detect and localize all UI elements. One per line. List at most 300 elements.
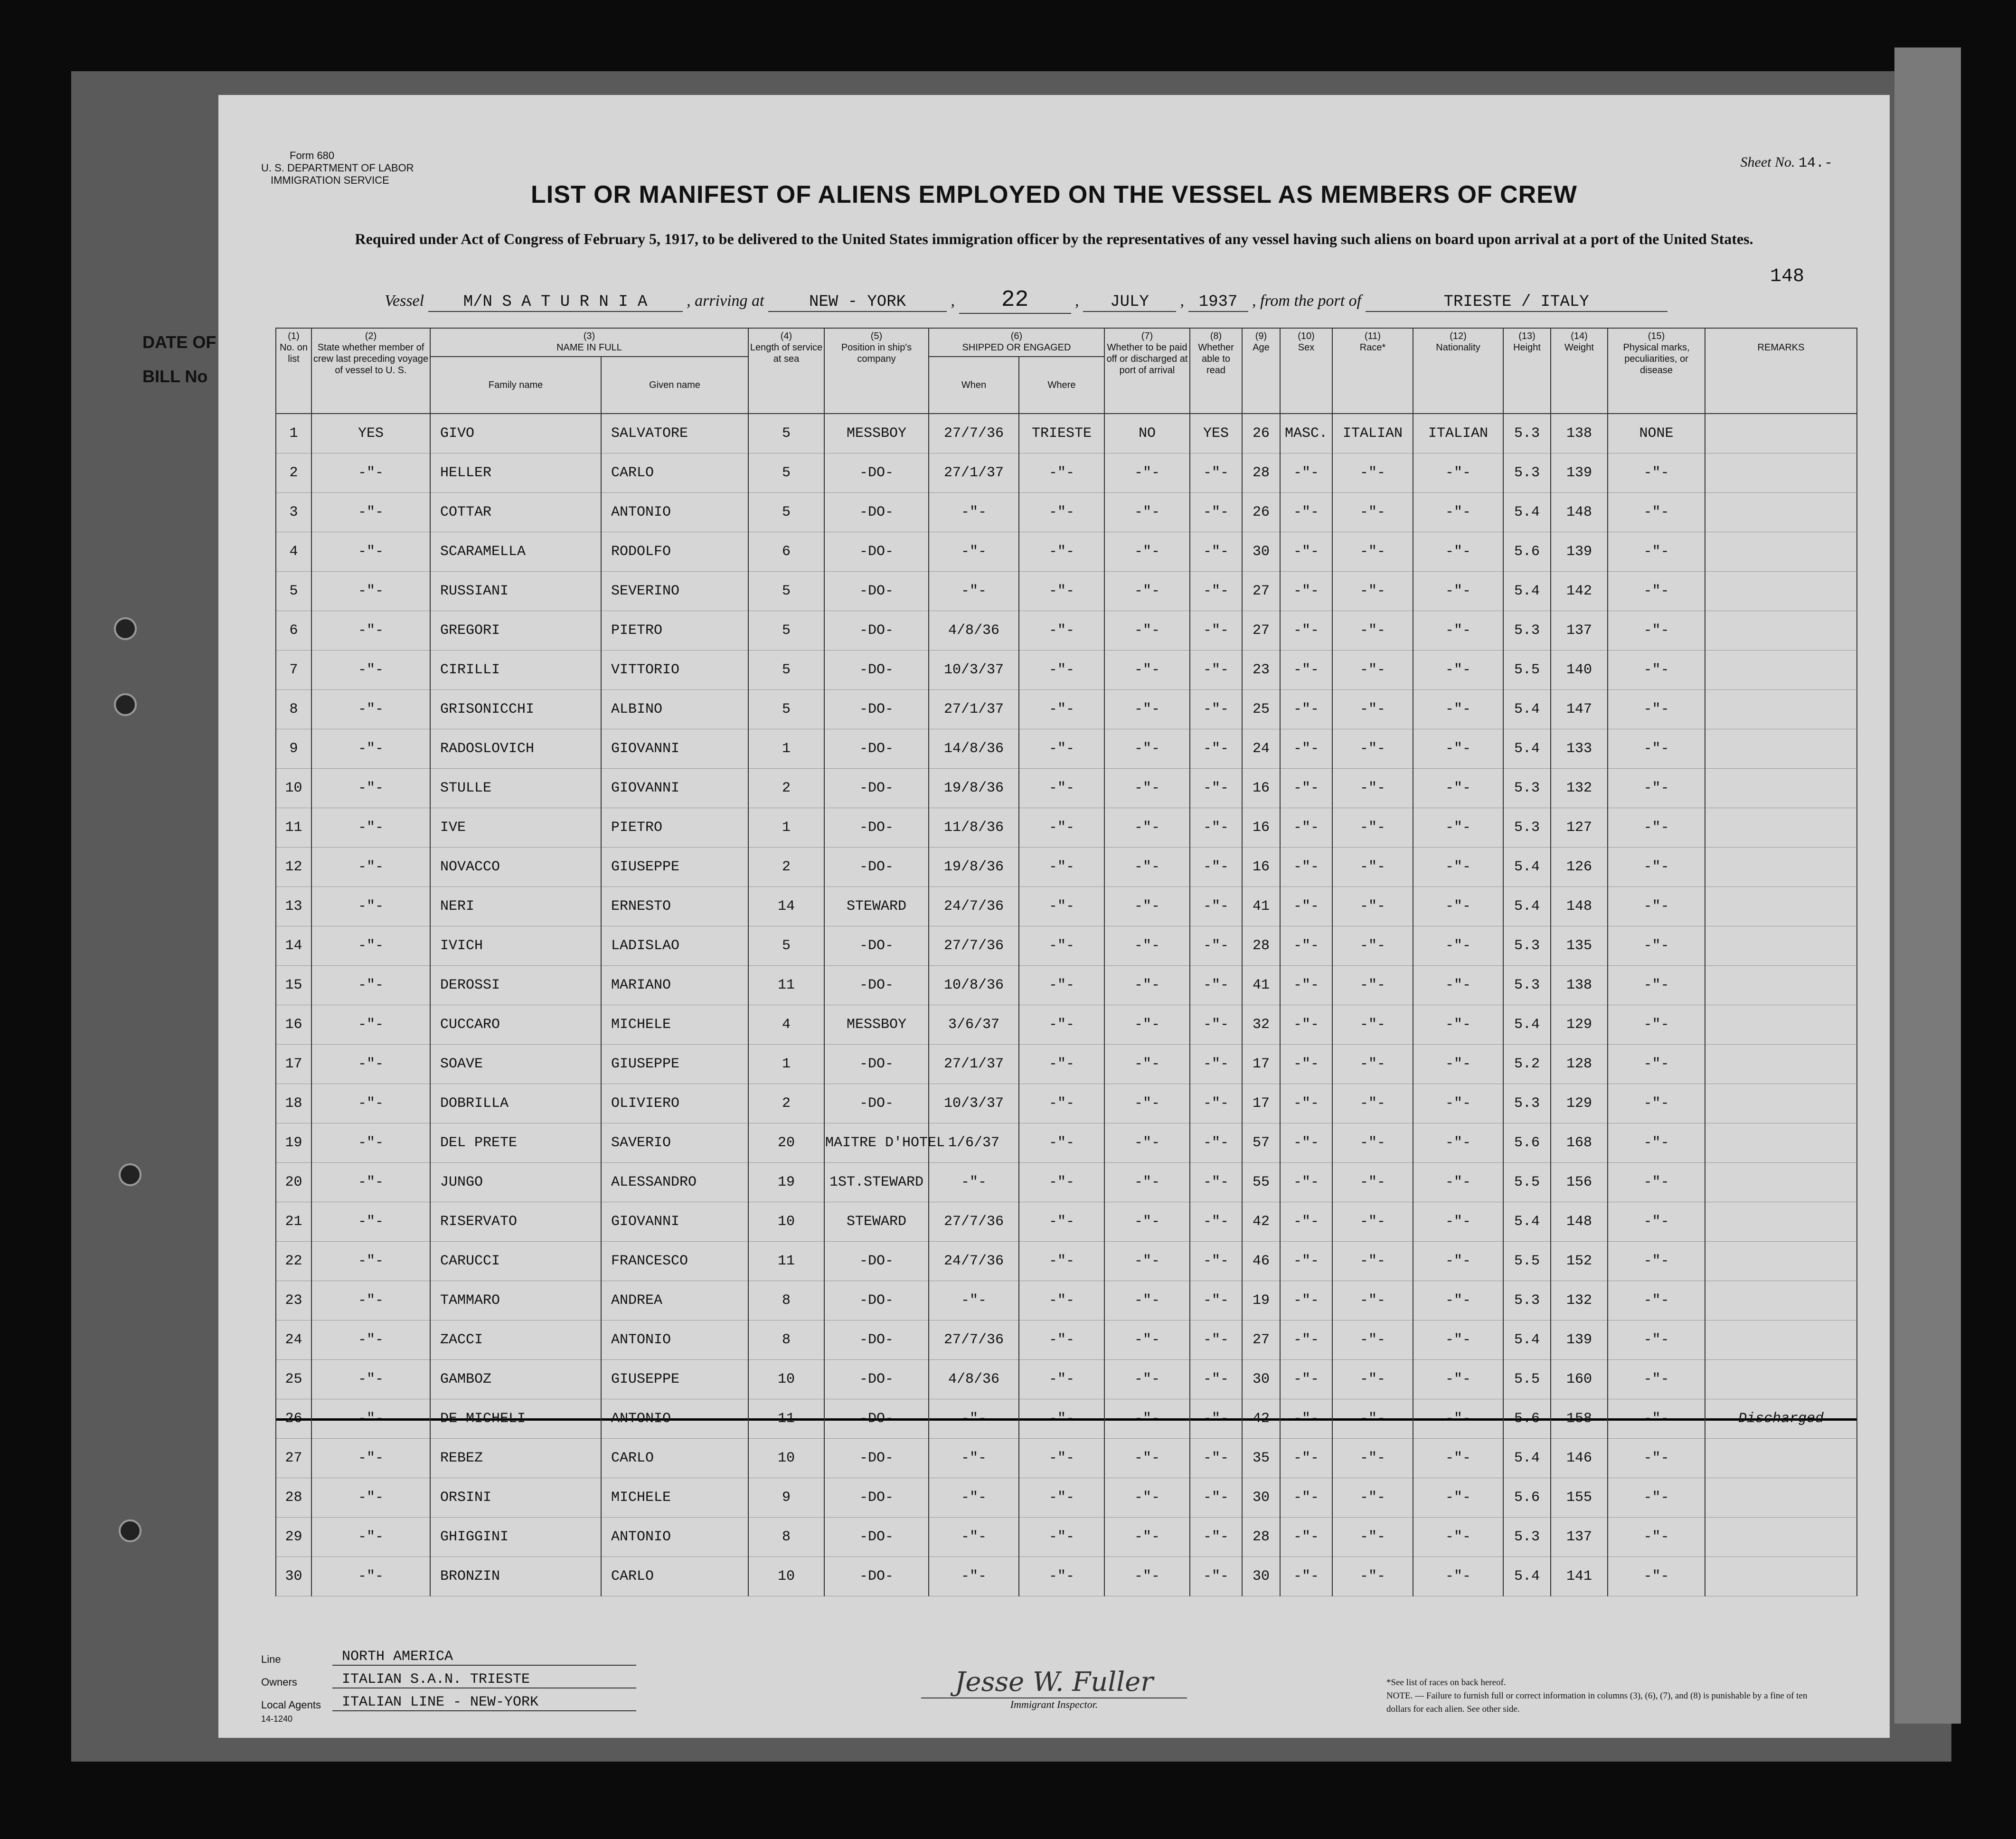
table-row: [276, 414, 1857, 453]
cell-nationality: -"-: [1413, 532, 1503, 572]
cell-sex: -"-: [1280, 690, 1332, 729]
cell-able-to-read: -"-: [1190, 1360, 1242, 1399]
manifest-sheet: [218, 95, 1890, 1738]
cell-length-of-service: 5: [748, 453, 824, 493]
cell-race: -"-: [1332, 690, 1413, 729]
cell-age: 30: [1242, 532, 1280, 572]
vessel-label: Vessel: [385, 292, 424, 310]
cell-paid-off: -"-: [1104, 729, 1190, 769]
cell-physical-marks: -"-: [1608, 1439, 1705, 1478]
cell-length-of-service: 10: [748, 1439, 824, 1478]
cell-position: -DO-: [824, 572, 929, 611]
footnote-races: *See list of races on back hereof.: [1386, 1678, 1506, 1688]
cell-previous-voyage: -"-: [311, 1399, 430, 1439]
cell-shipped-where: -"-: [1019, 966, 1104, 1005]
cell-height: 5.4: [1503, 493, 1551, 532]
cell-nationality: -"-: [1413, 887, 1503, 926]
cell-given-name: ANTONIO: [601, 493, 748, 532]
page-subtitle: Required under Act of Congress of February 5, 1917, to be delivered to the United States immigration officer by the representatives of any vessel having such aliens on board upon arrival at a port of the United States.: [355, 230, 1753, 247]
cell-physical-marks: -"-: [1608, 887, 1705, 926]
sheet-number-label: Sheet No.: [1740, 154, 1795, 170]
cell-nationality: -"-: [1413, 1557, 1503, 1596]
cell-position: -DO-: [824, 1242, 929, 1281]
cell-family-name: GAMBOZ: [430, 1360, 601, 1399]
cell-remarks: [1705, 887, 1857, 926]
cell-nationality: -"-: [1413, 729, 1503, 769]
cell-shipped-when: 11/8/36: [929, 808, 1019, 848]
cell-nationality: -"-: [1413, 769, 1503, 808]
cell-shipped-when: 19/8/36: [929, 848, 1019, 887]
cell-height: 5.4: [1503, 1320, 1551, 1360]
cell-able-to-read: -"-: [1190, 848, 1242, 887]
cell-paid-off: -"-: [1104, 1320, 1190, 1360]
cell-previous-voyage: -"-: [311, 690, 430, 729]
cell-position: STEWARD: [824, 1202, 929, 1242]
cell-height: 5.4: [1503, 690, 1551, 729]
col-remarks-header: REMARKS: [1705, 328, 1857, 414]
table-row: [276, 572, 1857, 611]
cell-shipped-where: -"-: [1019, 808, 1104, 848]
cell-paid-off: -"-: [1104, 848, 1190, 887]
table-row: [276, 532, 1857, 572]
binder-hole: [114, 617, 137, 640]
cell-sex: -"-: [1280, 1360, 1332, 1399]
cell-paid-off: -"-: [1104, 1281, 1190, 1320]
cell-position: -DO-: [824, 729, 929, 769]
cell-previous-voyage: -"-: [311, 1518, 430, 1557]
cell-weight: 139: [1551, 532, 1608, 572]
cell-sex: MASC.: [1280, 414, 1332, 453]
cell-age: 30: [1242, 1557, 1280, 1596]
cell-sex: -"-: [1280, 1518, 1332, 1557]
cell-family-name: GRISONICCHI: [430, 690, 601, 729]
cell-remarks: [1705, 1360, 1857, 1399]
cell-able-to-read: -"-: [1190, 493, 1242, 532]
table-row: [276, 1557, 1857, 1596]
cell-physical-marks: -"-: [1608, 611, 1705, 651]
cell-physical-marks: -"-: [1608, 1518, 1705, 1557]
cell-remarks: Discharged: [1705, 1399, 1857, 1439]
cell-race: -"-: [1332, 887, 1413, 926]
cell-race: -"-: [1332, 1163, 1413, 1202]
cell-physical-marks: -"-: [1608, 769, 1705, 808]
cell-age: 27: [1242, 572, 1280, 611]
cell-shipped-where: -"-: [1019, 769, 1104, 808]
cell-shipped-when: 19/8/36: [929, 769, 1019, 808]
cell-height: 5.4: [1503, 1005, 1551, 1045]
cell-height: 5.3: [1503, 1084, 1551, 1123]
cell-previous-voyage: -"-: [311, 1281, 430, 1320]
from-port: TRIESTE / ITALY: [1366, 293, 1667, 312]
cell-able-to-read: -"-: [1190, 453, 1242, 493]
table-row: [276, 1123, 1857, 1163]
cell-given-name: LADISLAO: [601, 926, 748, 966]
cell-physical-marks: -"-: [1608, 1281, 1705, 1320]
cell-nationality: -"-: [1413, 1320, 1503, 1360]
cell-weight: 138: [1551, 414, 1608, 453]
cell-sex: -"-: [1280, 808, 1332, 848]
cell-age: 41: [1242, 966, 1280, 1005]
cell-weight: 140: [1551, 651, 1608, 690]
cell-position: MESSBOY: [824, 1005, 929, 1045]
cell-length-of-service: 4: [748, 1005, 824, 1045]
cell-shipped-when: -"-: [929, 1281, 1019, 1320]
cell-nationality: -"-: [1413, 1242, 1503, 1281]
table-row: [276, 1163, 1857, 1202]
cell-previous-voyage: -"-: [311, 453, 430, 493]
col-age-header: (9) Age: [1242, 328, 1280, 414]
cell-position: -DO-: [824, 651, 929, 690]
table-row: [276, 1202, 1857, 1242]
cell-nationality: -"-: [1413, 1123, 1503, 1163]
cell-height: 5.2: [1503, 1045, 1551, 1084]
cell-weight: 129: [1551, 1005, 1608, 1045]
cell-given-name: ANTONIO: [601, 1320, 748, 1360]
cell-family-name: CARUCCI: [430, 1242, 601, 1281]
cell-age: 23: [1242, 651, 1280, 690]
table-row: [276, 611, 1857, 651]
col-nationality-header: (12) Nationality: [1413, 328, 1503, 414]
cell-length-of-service: 10: [748, 1360, 824, 1399]
cell-shipped-where: -"-: [1019, 1005, 1104, 1045]
cell-race: -"-: [1332, 651, 1413, 690]
cell-height: 5.6: [1503, 1399, 1551, 1439]
table-row: [276, 887, 1857, 926]
cell-remarks: [1705, 1281, 1857, 1320]
cell-remarks: [1705, 848, 1857, 887]
cell-previous-voyage: -"-: [311, 1163, 430, 1202]
cell-able-to-read: -"-: [1190, 690, 1242, 729]
cell-row-number: 9: [276, 729, 311, 769]
cell-weight: 139: [1551, 453, 1608, 493]
cell-nationality: -"-: [1413, 1439, 1503, 1478]
cell-previous-voyage: -"-: [311, 966, 430, 1005]
cell-age: 25: [1242, 690, 1280, 729]
table-row: [276, 493, 1857, 532]
cell-length-of-service: 10: [748, 1202, 824, 1242]
cell-previous-voyage: -"-: [311, 493, 430, 532]
cell-physical-marks: NONE: [1608, 414, 1705, 453]
cell-race: -"-: [1332, 1005, 1413, 1045]
cell-paid-off: -"-: [1104, 1242, 1190, 1281]
cell-row-number: 24: [276, 1320, 311, 1360]
cell-family-name: GIVO: [430, 414, 601, 453]
cell-paid-off: NO: [1104, 414, 1190, 453]
cell-previous-voyage: -"-: [311, 572, 430, 611]
cell-family-name: IVE: [430, 808, 601, 848]
cell-able-to-read: -"-: [1190, 1557, 1242, 1596]
cell-row-number: 22: [276, 1242, 311, 1281]
cell-nationality: ITALIAN: [1413, 414, 1503, 453]
cell-length-of-service: 20: [748, 1123, 824, 1163]
cell-row-number: 20: [276, 1163, 311, 1202]
cell-weight: 147: [1551, 690, 1608, 729]
cell-family-name: CIRILLI: [430, 651, 601, 690]
cell-weight: 146: [1551, 1439, 1608, 1478]
table-row: [276, 1360, 1857, 1399]
cell-able-to-read: -"-: [1190, 1123, 1242, 1163]
cell-sex: -"-: [1280, 493, 1332, 532]
cell-family-name: HELLER: [430, 453, 601, 493]
cell-nationality: -"-: [1413, 453, 1503, 493]
cell-race: -"-: [1332, 493, 1413, 532]
cell-nationality: -"-: [1413, 848, 1503, 887]
cell-race: -"-: [1332, 572, 1413, 611]
cell-nationality: -"-: [1413, 966, 1503, 1005]
footnotes: [1386, 1676, 1814, 1716]
cell-race: -"-: [1332, 808, 1413, 848]
cell-remarks: [1705, 966, 1857, 1005]
cell-remarks: [1705, 1123, 1857, 1163]
cell-race: -"-: [1332, 1478, 1413, 1518]
cell-paid-off: -"-: [1104, 453, 1190, 493]
cell-shipped-where: -"-: [1019, 1045, 1104, 1084]
cell-physical-marks: -"-: [1608, 1084, 1705, 1123]
cell-weight: 158: [1551, 1399, 1608, 1439]
cell-weight: 126: [1551, 848, 1608, 887]
cell-length-of-service: 5: [748, 414, 824, 453]
cell-given-name: GIUSEPPE: [601, 1360, 748, 1399]
cell-height: 5.4: [1503, 887, 1551, 926]
cell-shipped-where: TRIESTE: [1019, 414, 1104, 453]
cell-height: 5.3: [1503, 414, 1551, 453]
cell-weight: 133: [1551, 729, 1608, 769]
cell-age: 27: [1242, 1320, 1280, 1360]
agents-value: ITALIAN LINE - NEW-YORK: [332, 1694, 636, 1711]
cell-given-name: MICHELE: [601, 1478, 748, 1518]
cell-length-of-service: 2: [748, 1084, 824, 1123]
cell-previous-voyage: -"-: [311, 1084, 430, 1123]
cell-shipped-when: -"-: [929, 1439, 1019, 1478]
cell-race: -"-: [1332, 1360, 1413, 1399]
cell-length-of-service: 5: [748, 493, 824, 532]
cell-row-number: 29: [276, 1518, 311, 1557]
cell-sex: -"-: [1280, 651, 1332, 690]
cell-remarks: [1705, 808, 1857, 848]
cell-height: 5.4: [1503, 1202, 1551, 1242]
col-height-header: (13) Height: [1503, 328, 1551, 414]
cell-sex: -"-: [1280, 1557, 1332, 1596]
cell-row-number: 3: [276, 493, 311, 532]
cell-family-name: SOAVE: [430, 1045, 601, 1084]
cell-age: 26: [1242, 414, 1280, 453]
cell-length-of-service: 5: [748, 651, 824, 690]
cell-sex: -"-: [1280, 1439, 1332, 1478]
cell-remarks: [1705, 414, 1857, 453]
col-previous-voyage-header: (2) State whether member of crew last preceding voyage of vessel to U. S.: [311, 328, 430, 414]
cell-shipped-where: -"-: [1019, 453, 1104, 493]
cell-weight: 137: [1551, 611, 1608, 651]
agents-label: Local Agents: [261, 1699, 321, 1711]
col-when-header: When: [929, 357, 1019, 414]
cell-given-name: GIOVANNI: [601, 1202, 748, 1242]
cell-age: 28: [1242, 1518, 1280, 1557]
cell-shipped-when: 4/8/36: [929, 1360, 1019, 1399]
cell-weight: 135: [1551, 926, 1608, 966]
cell-physical-marks: -"-: [1608, 848, 1705, 887]
cell-family-name: NERI: [430, 887, 601, 926]
cell-row-number: 2: [276, 453, 311, 493]
cell-race: -"-: [1332, 966, 1413, 1005]
cell-shipped-where: -"-: [1019, 651, 1104, 690]
cell-family-name: GHIGGINI: [430, 1518, 601, 1557]
cell-weight: 132: [1551, 769, 1608, 808]
cell-weight: 155: [1551, 1478, 1608, 1518]
cell-given-name: ANTONIO: [601, 1399, 748, 1439]
table-row: [276, 1518, 1857, 1557]
cell-shipped-when: -"-: [929, 1518, 1019, 1557]
cell-row-number: 17: [276, 1045, 311, 1084]
table-row: [276, 1320, 1857, 1360]
footer-fields: [261, 1643, 636, 1724]
cell-shipped-where: -"-: [1019, 1478, 1104, 1518]
sheet-number-value: 14.-: [1798, 155, 1833, 171]
cell-weight: 128: [1551, 1045, 1608, 1084]
col-marks-header: (15) Physical marks, peculiarities, or disease: [1608, 328, 1705, 414]
cell-given-name: ALESSANDRO: [601, 1163, 748, 1202]
cell-race: -"-: [1332, 453, 1413, 493]
cell-paid-off: -"-: [1104, 690, 1190, 729]
cell-position: -DO-: [824, 926, 929, 966]
cell-shipped-where: -"-: [1019, 1320, 1104, 1360]
cell-sex: -"-: [1280, 453, 1332, 493]
cell-height: 5.3: [1503, 808, 1551, 848]
cell-paid-off: -"-: [1104, 611, 1190, 651]
cell-able-to-read: -"-: [1190, 572, 1242, 611]
cell-race: -"-: [1332, 1123, 1413, 1163]
cell-sex: -"-: [1280, 1320, 1332, 1360]
cell-nationality: -"-: [1413, 808, 1503, 848]
col-given-name-header: Given name: [601, 357, 748, 414]
cell-race: -"-: [1332, 1084, 1413, 1123]
table-row: [276, 729, 1857, 769]
cell-nationality: -"-: [1413, 1281, 1503, 1320]
arriving-port: NEW - YORK: [768, 293, 947, 312]
cell-height: 5.5: [1503, 1242, 1551, 1281]
cell-paid-off: -"-: [1104, 1478, 1190, 1518]
cell-paid-off: -"-: [1104, 651, 1190, 690]
cell-physical-marks: -"-: [1608, 1163, 1705, 1202]
cell-able-to-read: -"-: [1190, 1163, 1242, 1202]
cell-family-name: REBEZ: [430, 1439, 601, 1478]
cell-paid-off: -"-: [1104, 572, 1190, 611]
cell-able-to-read: -"-: [1190, 966, 1242, 1005]
cell-shipped-where: -"-: [1019, 572, 1104, 611]
cell-length-of-service: 9: [748, 1478, 824, 1518]
table-row: [276, 1439, 1857, 1478]
cell-row-number: 11: [276, 808, 311, 848]
cell-age: 28: [1242, 926, 1280, 966]
cell-row-number: 23: [276, 1281, 311, 1320]
cell-sex: -"-: [1280, 1163, 1332, 1202]
cell-able-to-read: -"-: [1190, 1399, 1242, 1439]
cell-position: -DO-: [824, 1478, 929, 1518]
cell-height: 5.5: [1503, 1163, 1551, 1202]
cell-given-name: ERNESTO: [601, 887, 748, 926]
cell-row-number: 21: [276, 1202, 311, 1242]
col-position-header: (5) Position in ship's company: [824, 328, 929, 414]
cell-shipped-when: 4/8/36: [929, 611, 1019, 651]
cell-row-number: 15: [276, 966, 311, 1005]
cell-weight: 168: [1551, 1123, 1608, 1163]
cell-sex: -"-: [1280, 769, 1332, 808]
cell-race: -"-: [1332, 1242, 1413, 1281]
col-family-name-header: Family name: [430, 357, 601, 414]
cell-shipped-where: -"-: [1019, 729, 1104, 769]
table-row: [276, 651, 1857, 690]
cell-family-name: NOVACCO: [430, 848, 601, 887]
cell-age: 17: [1242, 1084, 1280, 1123]
cell-family-name: DE MICHELI: [430, 1399, 601, 1439]
cell-paid-off: -"-: [1104, 808, 1190, 848]
cell-paid-off: -"-: [1104, 532, 1190, 572]
cell-remarks: [1705, 611, 1857, 651]
cell-row-number: 7: [276, 651, 311, 690]
cell-row-number: 25: [276, 1360, 311, 1399]
cell-remarks: [1705, 690, 1857, 729]
cell-shipped-when: 10/8/36: [929, 966, 1019, 1005]
backing-board-edge: [1894, 47, 1961, 1724]
cell-paid-off: -"-: [1104, 966, 1190, 1005]
cell-length-of-service: 6: [748, 532, 824, 572]
cell-weight: 127: [1551, 808, 1608, 848]
cell-physical-marks: -"-: [1608, 926, 1705, 966]
cell-row-number: 27: [276, 1439, 311, 1478]
table-row: [276, 1478, 1857, 1518]
col-paid-off-header: (7) Whether to be paid off or discharged at port of arrival: [1104, 328, 1190, 414]
cell-family-name: RISERVATO: [430, 1202, 601, 1242]
cell-sex: -"-: [1280, 1005, 1332, 1045]
cell-family-name: COTTAR: [430, 493, 601, 532]
cell-sex: -"-: [1280, 966, 1332, 1005]
cell-given-name: CARLO: [601, 1439, 748, 1478]
cell-given-name: FRANCESCO: [601, 1242, 748, 1281]
cell-sex: -"-: [1280, 926, 1332, 966]
cell-height: 5.6: [1503, 1478, 1551, 1518]
cell-weight: 129: [1551, 1084, 1608, 1123]
cell-length-of-service: 8: [748, 1518, 824, 1557]
cell-height: 5.5: [1503, 1360, 1551, 1399]
cell-position: -DO-: [824, 769, 929, 808]
cell-physical-marks: -"-: [1608, 453, 1705, 493]
page-title: LIST OR MANIFEST OF ALIENS EMPLOYED ON THE VESSEL AS MEMBERS OF CREW: [531, 181, 1577, 208]
cell-race: -"-: [1332, 729, 1413, 769]
cell-weight: 139: [1551, 1320, 1608, 1360]
cell-given-name: GIOVANNI: [601, 769, 748, 808]
cell-shipped-where: -"-: [1019, 1242, 1104, 1281]
cell-family-name: DEROSSI: [430, 966, 601, 1005]
cell-physical-marks: -"-: [1608, 808, 1705, 848]
cell-physical-marks: -"-: [1608, 1478, 1705, 1518]
cell-length-of-service: 1: [748, 729, 824, 769]
cell-paid-off: -"-: [1104, 1005, 1190, 1045]
col-read-header: (8) Whether able to read: [1190, 328, 1242, 414]
cell-physical-marks: -"-: [1608, 532, 1705, 572]
cell-race: -"-: [1332, 1518, 1413, 1557]
cell-age: 46: [1242, 1242, 1280, 1281]
cell-previous-voyage: -"-: [311, 1005, 430, 1045]
cell-previous-voyage: -"-: [311, 926, 430, 966]
cell-shipped-when: 24/7/36: [929, 887, 1019, 926]
table-row: [276, 1005, 1857, 1045]
cell-age: 30: [1242, 1360, 1280, 1399]
cell-remarks: [1705, 1202, 1857, 1242]
table-row: [276, 769, 1857, 808]
cell-family-name: SCARAMELLA: [430, 532, 601, 572]
cell-able-to-read: -"-: [1190, 532, 1242, 572]
col-name-header: (3) NAME IN FULL: [430, 328, 748, 357]
cell-given-name: OLIVIERO: [601, 1084, 748, 1123]
